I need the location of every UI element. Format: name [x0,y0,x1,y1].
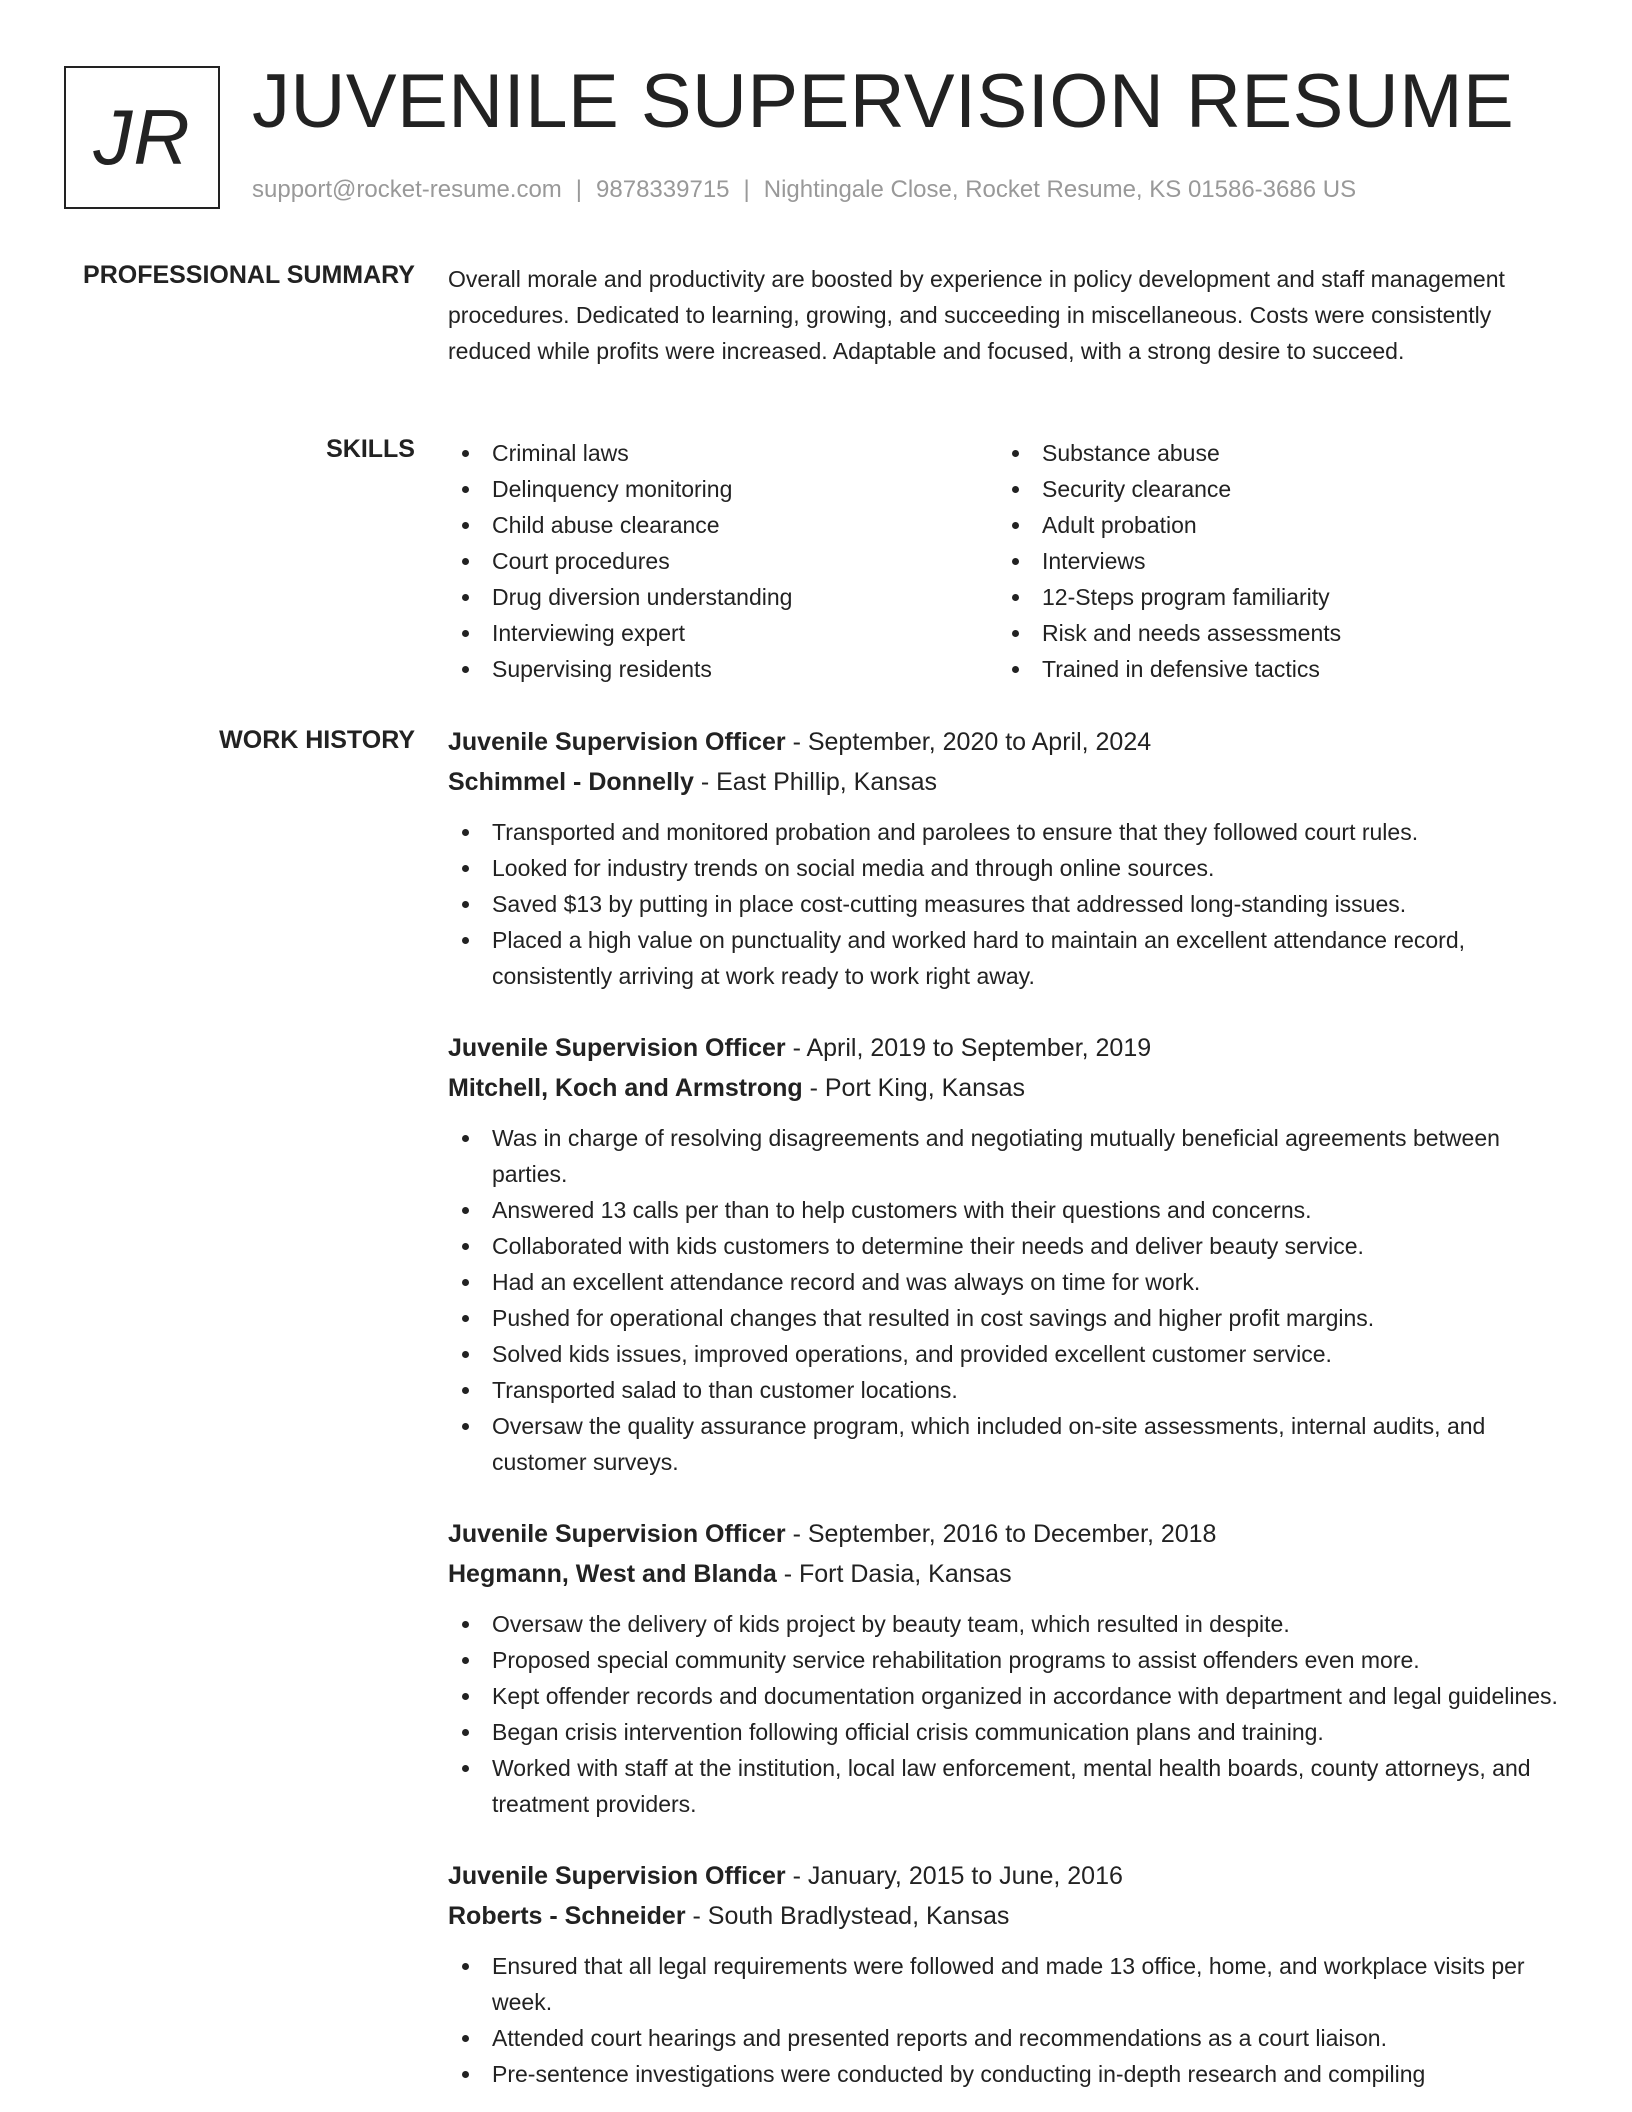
job-bullet: Pre-sentence investigations were conducted by conducting in-depth research and compiling [448,2056,1568,2092]
skill-item: Court procedures [448,543,998,579]
skill-item: Interviewing expert [448,615,998,651]
job-bullet: Began crisis intervention following official crisis communication plans and training. [448,1714,1568,1750]
skill-item: Supervising residents [448,651,998,687]
job-bullet: Was in charge of resolving disagreements and negotiating mutually beneficial agreements between parties. [448,1120,1568,1192]
job-location: - Fort Dasia, Kansas [776,1560,1012,1588]
skill-item: Interviews [998,543,1548,579]
skill-item: Drug diversion understanding [448,579,998,615]
job-bullet: Ensured that all legal requirements were followed and made 13 office, home, and workplace visits per week. [448,1948,1568,2020]
skill-item: Trained in defensive tactics [998,651,1548,687]
job-bullet: Transported and monitored probation and parolees to ensure that they followed court rules. [448,814,1568,850]
job-bullet: Pushed for operational changes that resulted in cost savings and higher profit margins. [448,1300,1568,1336]
job-company: Mitchell, Koch and Armstrong [448,1074,803,1102]
contact-email: support@rocket-resume.com [252,176,562,203]
job-company-line [448,1068,1568,1108]
job-company-line [448,1554,1568,1594]
job-location: - East Phillip, Kansas [693,768,938,796]
work-history-heading: WORK HISTORY [219,726,415,754]
skill-item: Risk and needs assessments [998,615,1548,651]
job-bullet: Kept offender records and documentation organized in accordance with department and legal guidelines. [448,1678,1568,1714]
job-dates: - April, 2019 to September, 2019 [785,1034,1152,1062]
job-company: Hegmann, West and Blanda [448,1560,777,1588]
page-title: JUVENILE SUPERVISION RESUME [252,59,1515,144]
skill-item: 12-Steps program familiarity [998,579,1548,615]
skill-item: Substance abuse [998,435,1548,471]
contact-address: Nightingale Close, Rocket Resume, KS 01586-3686 US [763,176,1357,203]
job-company-line [448,1896,1568,1936]
job-location: - South Bradlystead, Kansas [685,1902,1010,1930]
skills-column-right [998,435,1548,687]
job-bullet: Solved kids issues, improved operations, and provided excellent customer service. [448,1336,1568,1372]
job-bullet: Saved $13 by putting in place cost-cutting measures that addressed long-standing issues. [448,886,1568,922]
job-entry [448,722,1568,994]
job-bullet: Placed a high value on punctuality and worked hard to maintain an excellent attendance record, consistently arriving at work ready to work right away. [448,922,1568,994]
summary-heading: PROFESSIONAL SUMMARY [83,261,415,289]
job-title-line [448,1856,1568,1896]
job-bullet: Had an excellent attendance record and was always on time for work. [448,1264,1568,1300]
contact-line [252,176,1356,204]
skills-grid [448,435,1568,687]
job-entry [448,1028,1568,1480]
skill-item: Security clearance [998,471,1548,507]
job-bullet: Oversaw the delivery of kids project by beauty team, which resulted in despite. [448,1606,1568,1642]
job-bullets [448,814,1568,994]
job-bullet: Transported salad to than customer locations. [448,1372,1568,1408]
skills-column-left [448,435,998,687]
job-bullets [448,1120,1568,1480]
job-bullet: Attended court hearings and presented reports and recommendations as a court liaison. [448,2020,1568,2056]
job-bullet: Collaborated with kids customers to determine their needs and deliver beauty service. [448,1228,1568,1264]
job-bullet: Oversaw the quality assurance program, which included on-site assessments, internal audits, and customer surveys. [448,1408,1568,1480]
skill-item: Delinquency monitoring [448,471,998,507]
contact-separator: | [575,176,583,203]
job-title-line [448,722,1568,762]
job-company: Roberts - Schneider [448,1902,686,1930]
job-title: Juvenile Supervision Officer [448,1034,786,1062]
skills-heading: SKILLS [326,435,415,463]
job-bullets [448,1606,1568,1822]
job-company: Schimmel - Donnelly [448,768,694,796]
monogram-box [64,66,220,209]
contact-phone: 9878339715 [596,176,730,203]
work-history-list [448,722,1568,2112]
skill-item: Criminal laws [448,435,998,471]
job-title: Juvenile Supervision Officer [448,1520,786,1548]
job-bullets [448,1948,1568,2092]
job-location: - Port King, Kansas [802,1074,1025,1102]
job-bullet: Looked for industry trends on social media and through online sources. [448,850,1568,886]
job-bullet: Answered 13 calls per than to help customers with their questions and concerns. [448,1192,1568,1228]
skill-item: Child abuse clearance [448,507,998,543]
job-title-line [448,1514,1568,1554]
contact-separator: | [743,176,750,203]
job-entry [448,1514,1568,1822]
skill-item: Adult probation [998,507,1548,543]
job-bullet: Worked with staff at the institution, local law enforcement, mental health boards, county attorneys, and treatment providers. [448,1750,1568,1822]
job-entry [448,1856,1568,2092]
job-dates: - September, 2016 to December, 2018 [785,1520,1217,1548]
monogram-initials: JR [93,93,191,181]
job-title: Juvenile Supervision Officer [448,728,786,756]
job-company-line [448,762,1568,802]
job-dates: - January, 2015 to June, 2016 [785,1862,1123,1890]
job-title: Juvenile Supervision Officer [448,1862,786,1890]
job-bullet: Proposed special community service rehabilitation programs to assist offenders even more. [448,1642,1568,1678]
job-title-line [448,1028,1568,1068]
summary-text: Overall morale and productivity are boosted by experience in policy development and staff management procedures. Dedicated to learning, growing, and succeeding in miscellaneous. Costs were consistently reduced while profits were increased. Adaptable and focused, with a strong desire to succeed. [448,266,1505,364]
job-dates: - September, 2020 to April, 2024 [785,728,1152,756]
